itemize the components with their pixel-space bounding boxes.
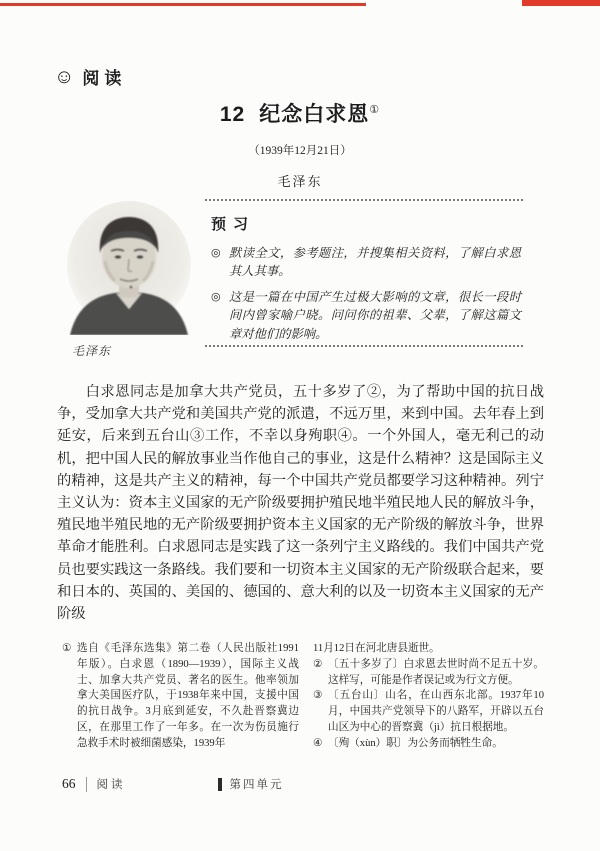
top-red-line-right — [522, 0, 600, 6]
footer-unit-label: 第四单元 — [229, 779, 284, 791]
footnote-item — [313, 657, 544, 689]
preview-item — [211, 288, 521, 343]
smiley-face-icon: ☺ — [54, 65, 75, 88]
preview-item — [211, 244, 521, 281]
footnote-marker: ④ — [313, 737, 323, 749]
footnote-marker: ③ — [313, 690, 323, 702]
footnote-item — [313, 688, 544, 735]
footnote-item — [313, 641, 544, 657]
top-red-line-left — [0, 3, 366, 6]
body-paragraph: 白求恩同志是加拿大共产党员，五十多岁了②，为了帮助中国的抗日战争，受加拿大共产党和美国共产党的派遣，不远万里，来到中国。去年春上到延安，后来到五台山③工作，不幸以身殉职④。一个外国人，毫无利己的动机，把中国人民的解放事业当作他自己的事业，这是什么精神？这是国际主义的精神，这是共产主义的精神，每一个中国共产党员都要学习这种精神。列宁主义认为：资本主义国家的无产阶级要拥护殖民地半殖民地人民的解放斗争，殖民地半殖民地的无产阶级要拥护资本主义国家的无产阶级的解放斗争，世界革命才能胜利。白求恩同志是实践了这一条列宁主义路线的。我们中国共产党员也要实践这一条路线。我们要和一切资本主义国家的无产阶级联合起来，要和日本的、英国的、美国的、德国的、意大利的以及一切资本主义国家的无产阶级 — [57, 384, 544, 623]
footnote-text: 〔五台山〕山名，在山西东北部。1937年10月，中国共产党领导下的八路军，开辟以五台山区为中心的晋察冀（jì）抗日根据地。 — [328, 690, 544, 733]
footnote-text: 选自《毛泽东选集》第二卷（人民出版社1991年版）。白求恩（1890—1939），国际主义战士、加拿大共产党员、著名的医生。他率领加拿大美国医疗队，于1938年来中国，支援中国的抗日战争。3月底到延安，不久赴晋察冀边区，在那里工作了一年多。在一次为伤员施行急救手术时被细菌感染，1939年 — [77, 643, 299, 749]
footnote-text: 〔五十多岁了〕白求恩去世时尚不足五十岁。这样写，可能是作者误记或为行文方便。 — [328, 658, 544, 686]
lesson-author: 毛泽东 — [277, 174, 323, 189]
page-footer — [62, 776, 544, 792]
preview-bullet-icon: ◎ — [211, 247, 221, 259]
footnote-marker: ② — [313, 658, 323, 670]
lesson-number: 12 — [219, 103, 246, 126]
preview-bullet-icon: ◎ — [211, 290, 221, 303]
footer-unit-bar — [218, 778, 222, 791]
lesson-title-text: 纪念白求恩 — [259, 103, 370, 126]
page-number: 66 — [62, 776, 76, 791]
footer-section-label: 阅读 — [96, 779, 126, 791]
section-header — [54, 64, 126, 89]
title-footnote-ref: ① — [369, 104, 381, 116]
footnote-text: 〔殉（xùn）职〕为公务而牺牲生命。 — [328, 737, 503, 749]
section-label: 阅读 — [82, 69, 127, 88]
footnotes-right-column — [313, 641, 544, 752]
preview-box — [205, 199, 523, 347]
footnote-marker: ① — [62, 643, 72, 654]
portrait-block — [58, 197, 200, 359]
lesson-title — [0, 98, 600, 128]
preview-item-text: 这是一篇在中国产生过极大影响的文章，很长一段时间内曾家喻户晓。问问你的祖辈、父辈，了解这篇文章对他们的影响。 — [229, 289, 521, 341]
footnote-item — [62, 641, 299, 752]
lesson-body — [57, 381, 544, 625]
footnote-text: 11月12日在河北唐县逝世。 — [313, 643, 440, 654]
portrait-caption: 毛泽东 — [72, 344, 112, 358]
footnote-item — [313, 736, 544, 752]
footnotes-left-column — [62, 641, 299, 752]
author-portrait-sketch — [58, 197, 200, 335]
preview-item-text: 默读全文，参考题注，并搜集相关资料，了解白求恩其人其事。 — [229, 246, 521, 279]
lesson-date: （1939年12月21日） — [248, 145, 352, 157]
footer-divider — [86, 777, 87, 792]
footnotes — [62, 641, 544, 752]
title-block — [0, 98, 600, 190]
preview-heading: 预习 — [211, 216, 256, 233]
